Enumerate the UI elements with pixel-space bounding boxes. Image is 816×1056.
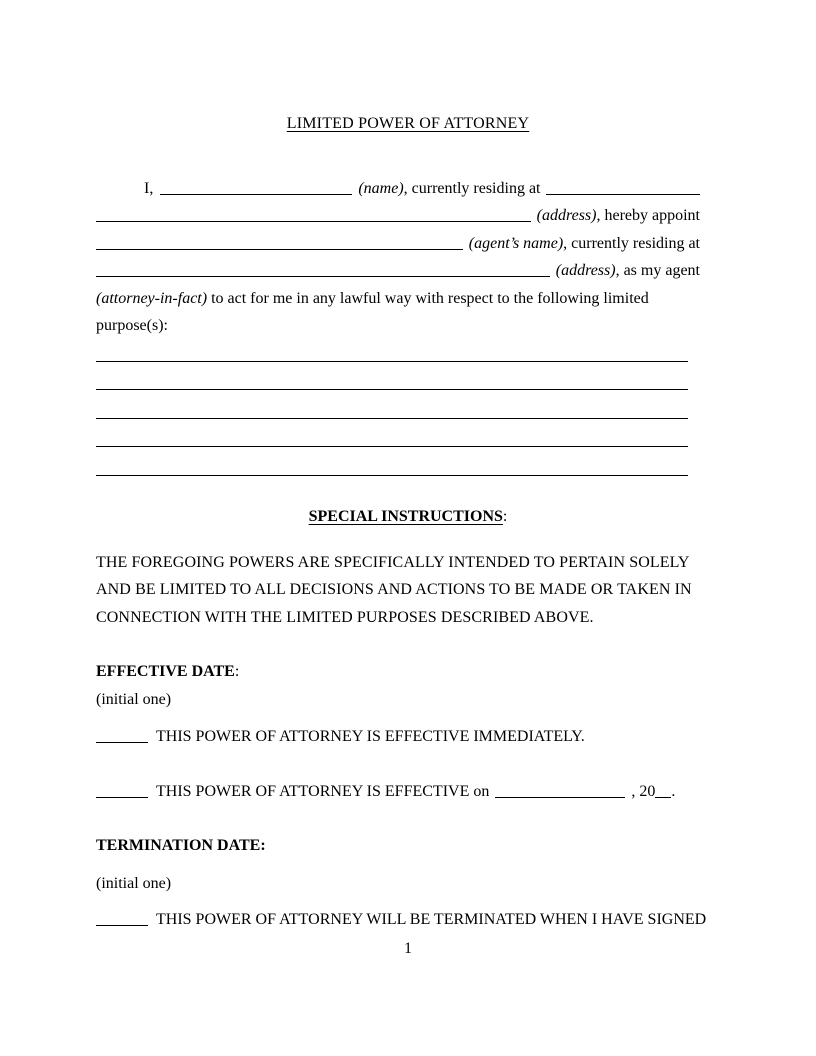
effective-date-heading-row [96, 658, 700, 686]
purpose-line-2 [96, 389, 688, 418]
document-page [96, 0, 707, 962]
opening-line-4 [96, 257, 700, 285]
termination-date-note: (initial one) [96, 874, 172, 892]
after-attorney-text: to act for me in any lawful way with respect to the following limited [211, 289, 649, 307]
residence-blank [546, 194, 700, 195]
purpose-line-4 [96, 446, 688, 475]
address-blank-2 [96, 276, 550, 277]
agent-name-label: (agent’s name) [468, 234, 564, 252]
special-instructions-body-line: CONNECTION WITH THE LIMITED PURPOSES DESCRIBED ABOVE. [96, 608, 594, 626]
effective-date-blank [495, 797, 625, 798]
document-title-row [0, 110, 816, 138]
effective-on-date-option [96, 778, 700, 806]
intro-text: I, [144, 179, 154, 197]
effective-on-date-mid: , 20 [631, 782, 656, 800]
effective-date-colon: : [234, 663, 240, 680]
year-blank [655, 797, 671, 798]
document-title: LIMITED POWER OF ATTORNEY [286, 115, 530, 132]
special-instructions-body-line: AND BE LIMITED TO ALL DECISIONS AND ACTIONS TO BE MADE OR TAKEN IN [96, 581, 692, 598]
termination-date-heading: TERMINATION DATE: [96, 837, 266, 854]
after-name-text: , currently residing at [403, 179, 541, 197]
termination-date-heading-row [96, 832, 700, 860]
purpose-lines [96, 361, 688, 504]
opening-line-3 [96, 230, 700, 258]
opening-line-6 [96, 312, 700, 340]
special-instructions-body-line: THE FOREGOING POWERS ARE SPECIFICALLY INTENDED TO PERTAIN SOLELY [96, 553, 690, 571]
initial-blank-3 [96, 925, 148, 926]
purpose-line-1 [96, 361, 688, 390]
purpose-line-3 [96, 418, 688, 447]
effective-immediately-text: THIS POWER OF ATTORNEY IS EFFECTIVE IMMEDIATELY. [156, 728, 585, 745]
effective-date-heading: EFFECTIVE DATE [96, 663, 235, 680]
initial-blank-2 [96, 797, 148, 798]
purposes-text: purpose(s): [96, 317, 168, 334]
name-label: (name) [358, 179, 404, 197]
opening-line-2 [96, 202, 700, 230]
opening-line-5 [96, 285, 700, 313]
special-instructions-heading-row [0, 503, 816, 531]
effective-immediately-option [96, 723, 700, 751]
effective-date-note: (initial one) [96, 690, 172, 708]
address-blank-1 [96, 221, 531, 222]
purpose-line-5 [96, 475, 688, 504]
address-label-1: (address) [536, 207, 597, 224]
page-number: 1 [404, 939, 412, 957]
special-instructions-body [96, 549, 700, 632]
effective-on-date-text: THIS POWER OF ATTORNEY IS EFFECTIVE on [156, 782, 490, 800]
opening-line-1 [96, 175, 700, 203]
after-address-2-text: , as my agent [615, 262, 700, 279]
name-blank [160, 194, 352, 195]
agent-name-blank [96, 249, 463, 250]
termination-signed-text: THIS POWER OF ATTORNEY WILL BE TERMINATED WHEN I HAVE SIGNED [156, 911, 707, 928]
after-address-1-text: , hereby appoint [596, 207, 700, 224]
opening-paragraph [96, 175, 700, 340]
special-instructions-colon: : [502, 508, 508, 525]
attorney-in-fact-label: (attorney-in-fact) [96, 289, 208, 307]
termination-signed-option [96, 906, 707, 934]
effective-on-date-end: . [671, 782, 676, 800]
initial-blank-1 [96, 742, 148, 743]
special-instructions-heading: SPECIAL INSTRUCTIONS [308, 508, 503, 525]
after-agent-text: , currently residing at [563, 234, 700, 252]
address-label-2: (address) [555, 262, 616, 279]
